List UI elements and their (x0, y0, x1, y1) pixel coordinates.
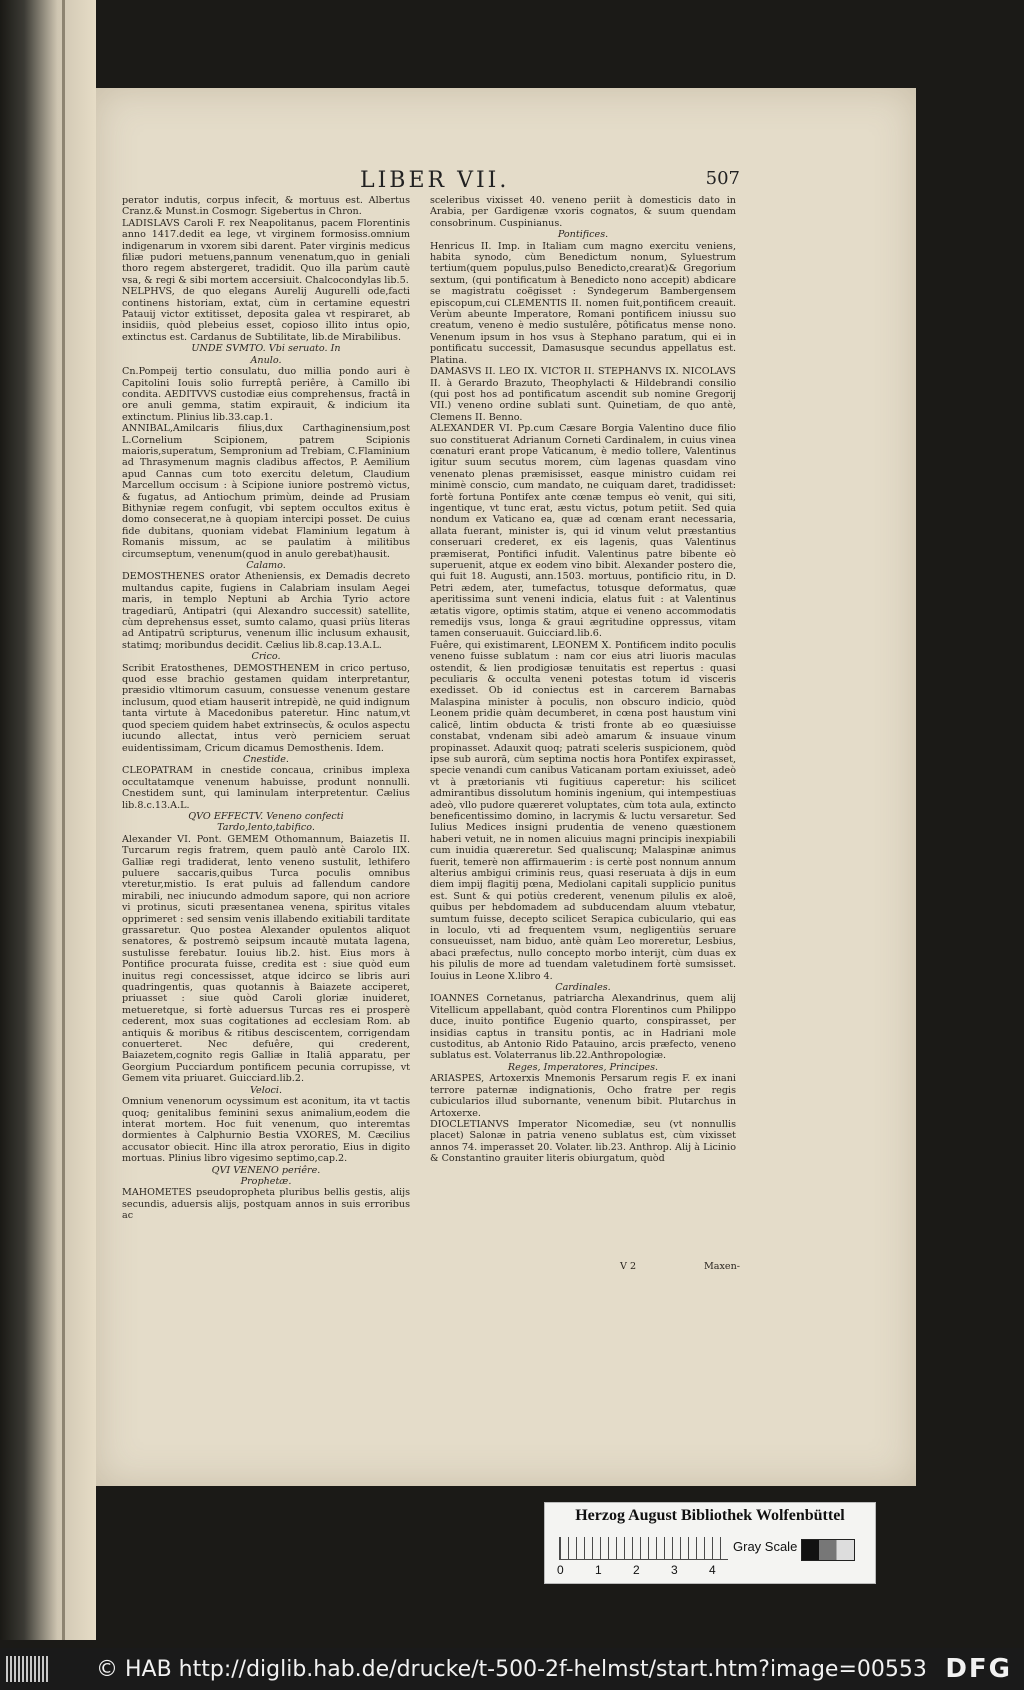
section-heading: Tardo,lento,tabifico. (217, 822, 315, 834)
paragraph: ANNIBAL,Amilcaris filius,dux Carthaginensium,post L.Cornelium Scipionem, patrem Scipionis maioris,superatum, Sempronium ad Trebiam, C.Flaminium ad Thrasymenum magnis cladibus affectos, P. Aemilium apud Cannas cum toto exercitu deletum, Claudium Marcellum occisum : à Scipione iuniore postremò victus, & fugatus, ad Antiochum primùm, deinde ad Prusiam Bithyniæ regem confugit, vbi septem occultos exitus è domo consecerat,ne à quopiam intercipi posset. De cuius fide dubitans, quoniam videbat Flaminium legatum à Romanis missum, ac se paulatim à militibus circumseptum, venenum(quod in anulo gerebat)hausit. (122, 423, 410, 560)
section-heading: Veloci. (249, 1084, 283, 1096)
paragraph: Scribit Eratosthenes, DEMOSTHENEM in crico pertuso, quod esse brachio gestamen quidam interpretantur, præsidio vltimorum casuum, consuesse venenum gestare inclusum, quod etiam hauserit intrepidè, ne quid indignum tanta virtute à Macedonibus pateretur. Hinc natum,vt quod speciem quidem habet extrinsecùs, & oculos aspectu iucundo allectat, intus verò perniciem seruat euidentissimam, Cricum dicamus Demosthenis. Idem. (122, 662, 410, 754)
paragraph: Cn.Pompeij tertio consulatu, duo millia pondo auri è Capitolini Iouis solio furreptâ periêre, à Camillo ibi condita. AEDITVVS custodiæ eius comprehensus, fractâ in ore anuli gemma, statim expirauit, & indicium ita extinctum. Plinius lib.33.cap.1. (122, 366, 410, 423)
paragraph: Fuêre, qui existimarent, LEONEM X. Pontificem indito poculis veneno fuisse sublatum : nam cor eius atri liuoris maculas ostendit, & lien prodigiosæ tenuitatis est repertus : quasi peculiaris & occulta veneni potestas totum id visceris exedisset. Ob id coniectus est in carcerem Barnabas Malaspina minister à poculis, non obscuro indicio, quòd Leonem pridie quàm decumberet, in cœna post haustum vini calicē, lintim obducta & tristi fronte ab eo quæsiuisse constabat, vndenam sibi adeò amarum & insuaue vinum propinasset. Adauxit quoq; patrati sceleris suspicionem, quòd ipse sub aurorā, cùm septima noctis hora Pontifex expirasset, specie venandi cum canibus Vaticanam portam exiuisset, adeò vt à prætorianis vti fugitiuus caperetur: his scilicet admirantibus dissolutum hominis ingenium, qui intempestiuas adeò, vllo pudore quæreret voluptates, cùm tota aula, extincto beneficentissimo domino, in lacrymis & luctu versaretur. Sed Iulius Medices insigni prudentia de veneno quæstionem haberi vetuit, ne in nomen alicuius magni principis inexpiabili cum inuidia quæreretur. Sed qualiscunq; Malaspinæ animus fuerit, temerè non affirmauerim : is certè post nonnum annum alterius ambigui criminis reus, quasi reseruata à dijs in eum diem impij flagitij pœna, Mediolani capitali supplicio punitus est. Sunt & qui potiùs crederent, venenum pilulis ex aloë, quibus per hebdomadem ad subducendam aluum vtebatur, sumtum fuisse, decepto scilicet Serapica cubiculario, qui eas in loculo, vti ad frequentem vsum, negligentiùs seruare consueuisset, nam biduo, antè quàm Leo moreretur, Lesbius, abaci præfectus, nullo concepto morbo interijt, cùm duas ex his pilulis de more ad tuendam valetudinem fortè sumsisset. Iouius in Leone X.libro 4. (430, 639, 736, 982)
gray-scale-label: Gray Scale (733, 1539, 798, 1554)
adjacent-page-edge (0, 0, 96, 1640)
page-number: 507 (705, 168, 740, 189)
section-heading: Calamo. (246, 560, 286, 571)
section-heading: UNDE SVMTO. Vbi seruato. In (191, 343, 341, 355)
section-heading: Pontifices. (557, 229, 609, 241)
ruler-number: 0 (557, 1563, 564, 1577)
paragraph: sceleribus vixisset 40. veneno periit à domesticis dato in Arabia, per Gardigenæ vxoris cognatos, & suum quendam consobrinum. Cuspinianus. (430, 195, 736, 229)
section-heading: Anulo. (250, 354, 282, 366)
left-column (122, 195, 410, 1255)
library-name: Herzog August Bibliothek Wolfenbüttel (575, 1507, 845, 1524)
ruler-number: 4 (709, 1563, 716, 1577)
hab-logo-icon (6, 1656, 48, 1682)
section-heading: Crico. (251, 651, 281, 663)
signature-mark: V 2 (620, 1261, 637, 1272)
paragraph: IOANNES Cornetanus, patriarcha Alexandrinus, quem alij Vitellicum appellabant, quòd contra Florentinos cum Philippo duce, inuito pontifice Eugenio quarto, conspirasset, per insidias captus in transitu pontis, ac in Hadriani mole custoditus, ab Antonio Rido Patauino, arcis præfecto, veneno sublatus est. Volaterranus lib.22.Anthropologiæ. (430, 993, 736, 1062)
paragraph: perator indutis, corpus infecit, & mortuus est. Albertus Cranz.& Munst.in Cosmogr. Sigebertus in Chron. (122, 195, 410, 218)
right-column (430, 195, 736, 1255)
paragraph: LADISLAVS Caroli F. rex Neapolitanus, pacem Florentinis anno 1417.dedit ea lege, vt virginem formosiss.omnium indigenarum in vxorem sibi darent. Pater virginis medicus filiæ pudori metuens,pannum venenatum,quo in geniali thoro regem abstergeret, tradidit. Quo illa parùm cautè vsa, & regi & sibi mortem accersiuit. Chalcocondylas lib.5. (122, 217, 410, 286)
paragraph: Alexander VI. Pont. GEMEM Othomannum, Baiazetis II. Turcarum regis fratrem, quem paulò antè Carolo IIX. Galliæ regi tradiderat, lento veneno sustulit, lethifero puluere saccaris,quibus Turca poculis omnibus vteretur,mistio. Is erat puluis ad fallendum candore mirabili, nec iniucundo admodum sapore, qui non acriore vi protinus, sicuti præsentanea venena, spiritus vitales opprimeret : sed sensim venis illabendo exitiabili tarditate grassaretur. Quo postea Alexander opulentos aliquot senatores, & postremò seipsum incautè mutata lagena, sustulisse ferebatur. Iouius lib.2. hist. Eius mors à Pontifice procurata fuisse, credita est : siue quòd eum inuitus regi concessisset, atque idcirco se libris auri quadringentis, quas quotannis à Baiazete acciperet, priuasset : siue quòd Caroli gloriæ inuideret, metueretque, si fortè aduersus Turcas res ei prosperè cederent, mox suas cogitationes ad ecclesiam Rom. ab antiquis & moribus & ritibus desciscentem, corrigendam conuerteret. Nec defuêre, qui crederent, Baiazetem,cognito regis Galliæ in Italiā apparatu, per Georgium Pucciardum pontificem pecunia corrupisse, vt Gemem vita priuaret. Guicciard.lib.2. (122, 833, 410, 1085)
paragraph: ALEXANDER VI. Pp.cum Cæsare Borgia Valentino duce filio suo constituerat Adrianum Corneti Cardinalem, in cuius vinea cœnaturi erant prope Vaticanum, è medio tollere, Valentinus igitur suum secutus morem, cùm lagenas quasdam vino venenato plenas præmisisset, easque ministro cuidam rei minimè conscio, cum mandato, ne cuiquam daret, tradidisset: fortè fortuna Pontifex ante cœnæ tempus eò venit, qui siti, ingentique, vt tunc erat, æstu victus, potum petiit. Sed quia nondum ex Vaticano ea, quæ ad cœnam erant necessaria, allata fuerant, minister is, qui id vinum velut præstantius conseruari crederet, ex eis lagenis, quas Valentinus præmiserat, Pontifici infudit. Valentinus patre bibente eò superuenit, atque ex eodem vino bibit. Alexander postero die, qui fuit 18. Augusti, ann.1503. mortuus, pontificio ritu, in D. Petri ædem, ater, tumefactus, totusque deformatus, quæ aperitissima sunt veneni indicia, elatus fuit : at Valentinus ætatis vigore, optimis statim, atque ei veneno accommodatis remedijs vsus, longa & graui ægritudine oppressus, vitam tamen conseruauit. Guicciard.lib.6. (430, 423, 736, 640)
section-heading: Cnestide. (243, 753, 289, 765)
paragraph: ARIASPES, Artoxerxis Mnemonis Persarum regis F. ex inani terrore paternæ indignationis, Ocho fratre per regis cubicularios illud subornante, venenum bibit. Plutarchus in Artoxerxe. (430, 1073, 736, 1119)
paragraph: DIOCLETIANVS Imperator Nicomediæ, seu (vt nonnullis placet) Salonæ in patria veneno sublatus est, cùm vixisset annos 74. imperasset 20. Volater. lib.23. Anthrop. Alij à Licinio & Constantino grauiter literis obiurgatum, quòd (430, 1118, 736, 1165)
page-footer-line (620, 1261, 740, 1275)
gray-swatch (801, 1539, 855, 1561)
paragraph: MAHOMETES pseudopropheta pluribus bellis gestis, alijs secundis, aduersis alijs, postquam annos in suis erroribus ac (122, 1187, 410, 1222)
ruler-number: 3 (671, 1563, 678, 1577)
running-title: LIBER VII. (360, 168, 510, 193)
section-heading: QVI VENENO periêre. (211, 1164, 321, 1176)
page-header (360, 168, 740, 198)
citation-link[interactable]: © HAB http://diglib.hab.de/drucke/t-500-2f-helmst/start.htm?image=00553 (96, 1657, 927, 1682)
binding-edge (62, 0, 65, 1640)
paragraph: DAMASVS II. LEO IX. VICTOR II. STEPHANVS IX. NICOLAVS II. à Gerardo Brazuto, Theophylacti & Hildebrandi consilio (qui post hos ad pontificatum ascendit sub nomine Gregorij VII.) veneno ordine sublati sunt. Quinetiam, de quo antè, Clemens II. Benno. (430, 366, 736, 423)
paragraph: Henricus II. Imp. in Italiam cum magno exercitu veniens, habita synodo, cùm Benedictum nonum, Syluestrum tertium(quem populus,pulso Benedicto,crearat)& Gregorium sextum, (qui pontificatum à Benedicto nono accepit) abdicare se magistratu coëgisset : Syndegerum Bambergensem episcopum,cui CLEMENTIS II. nomen fuit,pontificem creauit. Verùm abeunte Imperatore, Romani pontificem iniussu suo creatum, veneno è medio sustulêre, pôtificatus mense nono. Venenum ipsum in hos vsus à Stephano paratum, qui ei in pontificatu successit, Damasusque secundus appellatus est. Platina. (430, 240, 736, 366)
scale-ruler (559, 1537, 728, 1560)
paragraph: CLEOPATRAM in cnestide concaua, crinibus implexa occultatamque venenum habuisse, produnt nonnulli. Cnestidem sunt, qui laminulam interpretentur. Cælius lib.8.c.13.A.L. (122, 765, 410, 811)
viewer-footer (0, 1648, 1024, 1690)
catchword: Maxen- (703, 1261, 740, 1272)
ruler-number: 2 (633, 1563, 640, 1577)
section-heading: Reges, Imperatores, Principes. (507, 1061, 659, 1073)
ruler-numbers (557, 1563, 737, 1577)
section-heading: Prophetæ. (240, 1175, 292, 1187)
dfg-logo: DFG (945, 1654, 1012, 1684)
paragraph: Omnium venenorum ocyssimum est aconitum, ita vt tactis quoq; genitalibus feminini sexus animalium,eodem die interat mortem. Hoc fuit venenum, quo interemtas dormientes à Calphurnio Bestia VXORES, M. Cæcilius accusator obiecit. Hinc illa atrox peroratio, Eius in digito mortuas. Plinius libro vigesimo septimo,cap.2. (122, 1096, 410, 1165)
paragraph: NELPHVS, de quo elegans Aurelij Augurelli ode,facti continens historiam, extat, cùm in certamine equestri Patauij victor extitisset, deposita galea vt respiraret, ab insidiis, quòd plebeius esset, copioso illito intus opio, extinctus est. Cardanus de Subtilitate, lib.de Mirabilibus. (122, 286, 410, 343)
section-heading: QVO EFFECTV. Veneno confecti (188, 810, 344, 822)
section-heading: Cardinales. (555, 982, 611, 994)
color-calibration-target (544, 1502, 876, 1584)
paragraph: DEMOSTHENES orator Atheniensis, ex Demadis decreto multandus capite, fugiens in Calabriam insulam Aegei maris, in templo Neptuni ab Archia Tyrio actore tragediarū, Antipatri (qui Alexandro successit) satellite, cùm deprehensus esset, sumto calamo, quasi priùs literas ad Antipatrū scripturus, venenum illic inclusum exhausit, statimq; moribundus decidit. Cælius lib.8.cap.13.A.L. (122, 571, 410, 651)
ruler-number: 1 (595, 1563, 602, 1577)
